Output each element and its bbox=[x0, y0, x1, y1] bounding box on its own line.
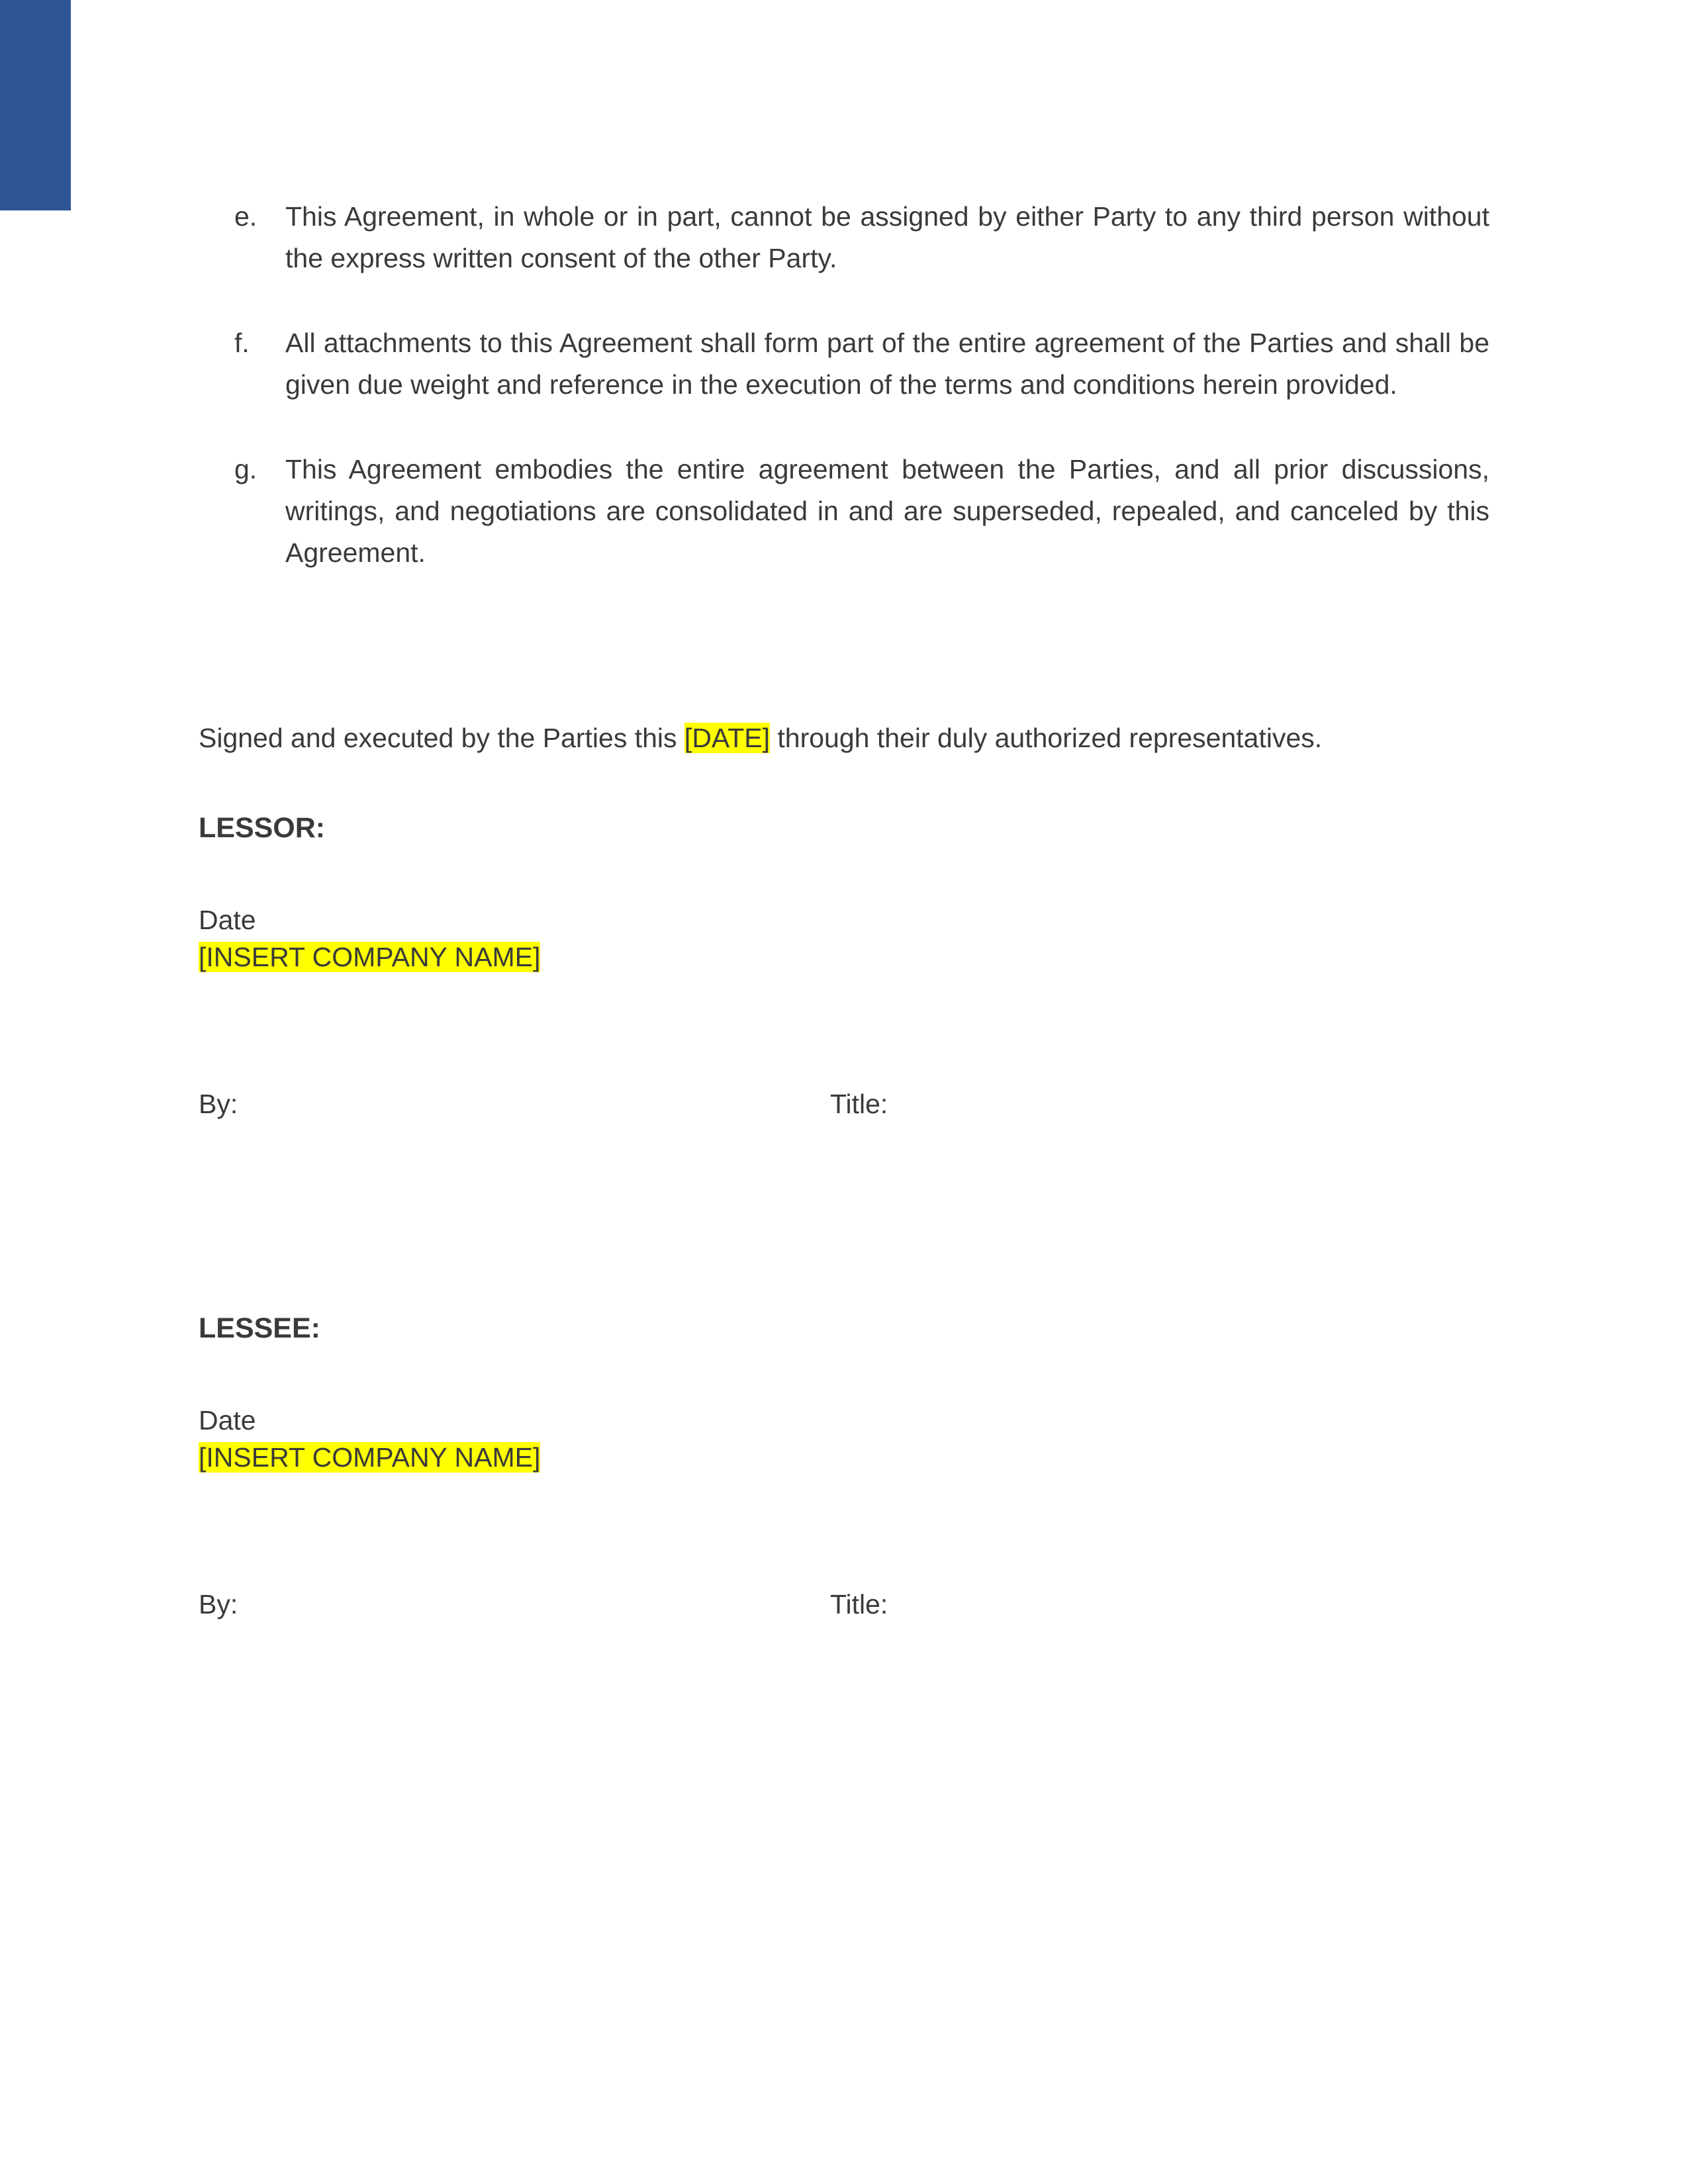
lessee-by-label: By: bbox=[199, 1589, 238, 1619]
clause-letter: e. bbox=[234, 201, 258, 232]
clause-e bbox=[199, 196, 1489, 279]
date-placeholder[interactable]: [DATE] bbox=[684, 723, 771, 753]
page-accent-bar bbox=[0, 0, 71, 210]
clause-letter: f. bbox=[234, 328, 250, 358]
clause-letter: g. bbox=[234, 454, 258, 484]
clause-text: This Agreement, in whole or in part, cannot be assigned by either Party to any third person without the express written consent of the other Party. bbox=[285, 201, 1489, 273]
lessee-date-label: Date bbox=[199, 1405, 256, 1435]
clause-text: All attachments to this Agreement shall form part of the entire agreement of the Parties and shall be given due weight and reference in the execution of the terms and conditions herein provided. bbox=[285, 328, 1489, 400]
lessee-heading: LESSEE: bbox=[199, 1312, 320, 1344]
lessee-title-label: Title: bbox=[830, 1589, 888, 1619]
lessor-title-label: Title: bbox=[830, 1089, 888, 1119]
clause-text: This Agreement embodies the entire agreement between the Parties, and all prior discussions, writings, and negotiations are consolidated in and are superseded, repealed, and canceled by this Agreement. bbox=[285, 454, 1489, 568]
lessor-company-placeholder[interactable]: [INSERT COMPANY NAME] bbox=[199, 942, 541, 972]
lessee-company-placeholder[interactable]: [INSERT COMPANY NAME] bbox=[199, 1442, 541, 1473]
execution-text-before: Signed and executed by the Parties this bbox=[199, 723, 684, 753]
clause-list bbox=[199, 196, 1489, 617]
clause-g bbox=[199, 449, 1489, 574]
clause-f bbox=[199, 322, 1489, 406]
execution-statement bbox=[199, 717, 1322, 759]
execution-text-after: through their duly authorized representatives. bbox=[770, 723, 1323, 753]
lessor-date-label: Date bbox=[199, 905, 256, 935]
lessor-by-label: By: bbox=[199, 1089, 238, 1119]
lessor-heading: LESSOR: bbox=[199, 812, 326, 844]
